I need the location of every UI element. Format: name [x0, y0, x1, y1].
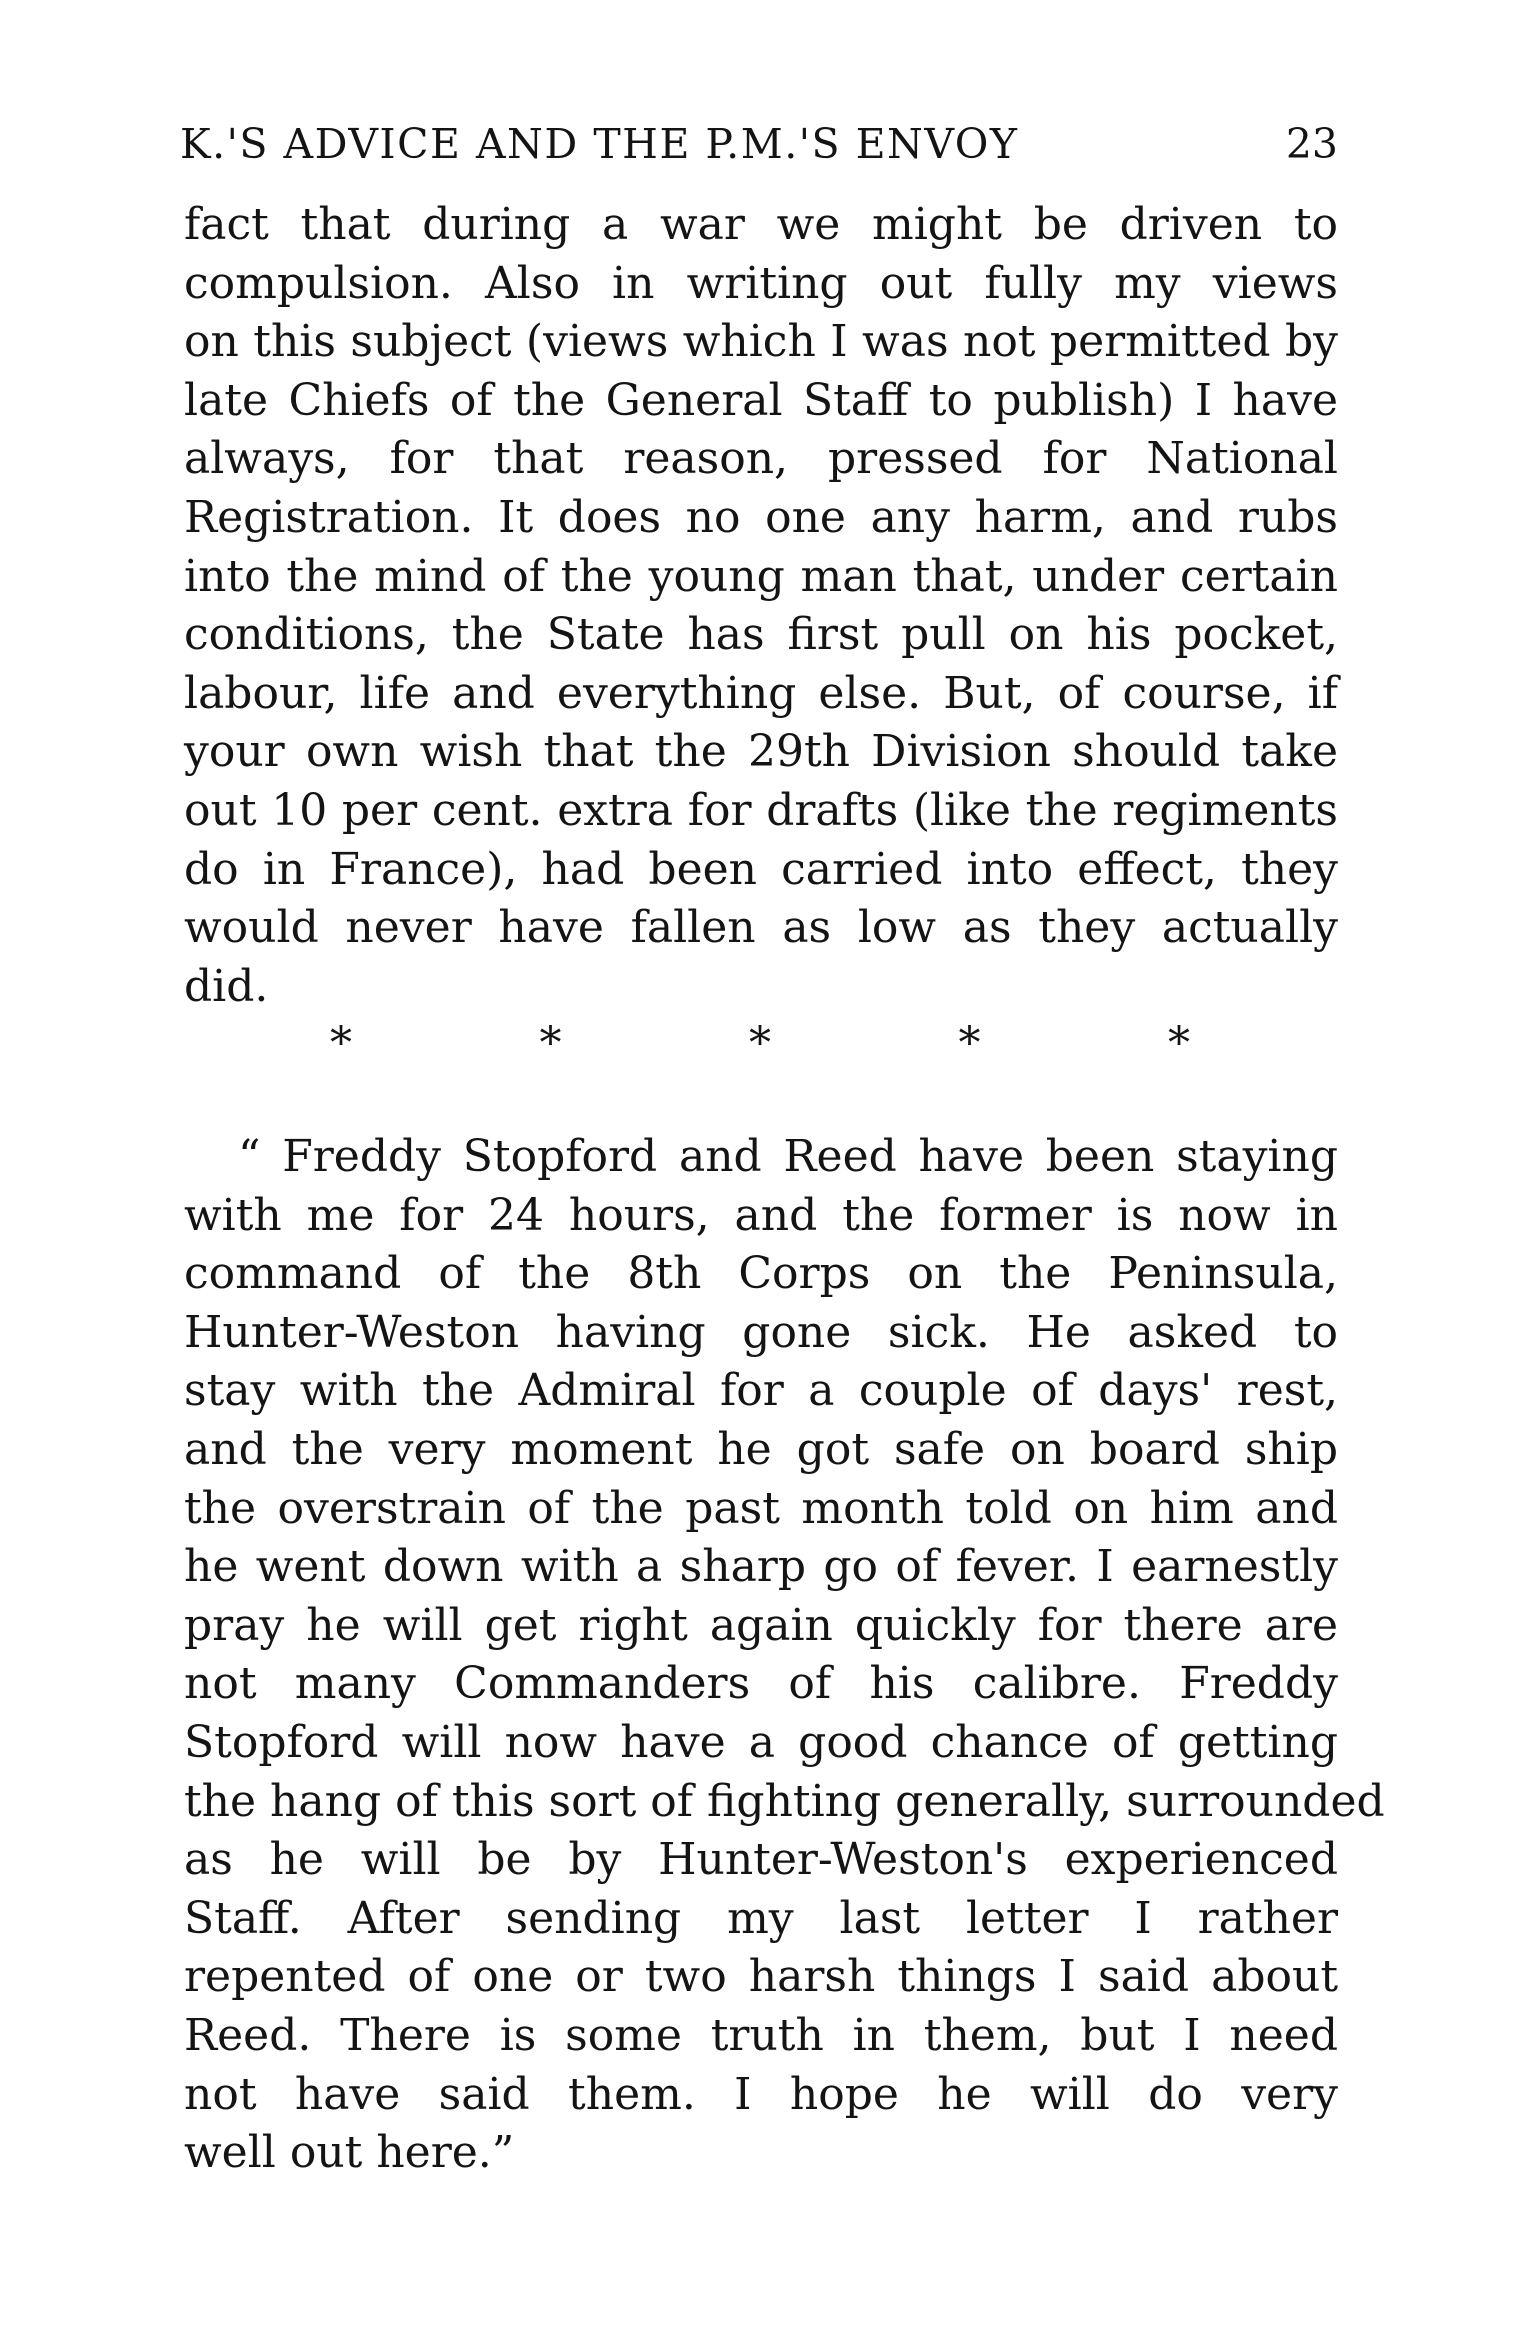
text-line: would never have fallen as low as they actually	[184, 902, 1338, 954]
text-line: he went down with a sharp go of fever. I earnestly	[184, 1541, 1338, 1593]
text-line: the hang of this sort of fighting generally, surrounded	[184, 1775, 1385, 1827]
text-line: not many Commanders of his calibre. Freddy	[184, 1658, 1338, 1710]
text-line: stay with the Admiral for a couple of days' rest,	[184, 1365, 1338, 1417]
text-line: out 10 per cent. extra for drafts (like the regiments	[184, 784, 1338, 836]
chapter-title: K.'S ADVICE AND THE P.M.'S ENVOY	[180, 120, 1019, 168]
asterisk: *	[539, 1018, 562, 1069]
text-line: Hunter-Weston having gone sick. He asked to	[184, 1306, 1338, 1358]
asterisk: *	[1168, 1018, 1190, 1069]
text-line: fact that during a war we might be driven to	[184, 199, 1338, 250]
text-line: Reed. There is some truth in them, but I need	[184, 2009, 1338, 2061]
asterisk: *	[958, 1018, 981, 1069]
text-line: with me for 24 hours, and the former is now in	[184, 1189, 1338, 1241]
text-line: Stopford will now have a good chance of getting	[184, 1716, 1338, 1768]
asterisk: *	[749, 1018, 771, 1069]
text-line: not have said them. I hope he will do very	[184, 2068, 1338, 2120]
text-line: Staff. After sending my last letter I rather	[184, 1892, 1338, 1944]
paragraph-letter-quote	[184, 1128, 1385, 2183]
text-line: late Chiefs of the General Staff to publish) I have	[184, 374, 1338, 426]
text-line: well out here.”	[184, 2127, 515, 2179]
text-line: the overstrain of the past month told on him and	[184, 1482, 1338, 1534]
section-separator	[330, 1014, 1190, 1074]
text-line: conditions, the State has first pull on his pocket,	[184, 609, 1338, 661]
text-line: on this subject (views which I was not permitted by	[184, 316, 1338, 368]
text-line: compulsion. Also in writing out fully my views	[184, 257, 1338, 309]
text-line: labour, life and everything else. But, of course, if	[184, 667, 1338, 719]
asterisk: *	[330, 1018, 352, 1069]
text-line: pray he will get right again quickly for there are	[184, 1599, 1338, 1651]
text-line: as he will be by Hunter-Weston's experienced	[184, 1834, 1338, 1886]
text-line: do in France), had been carried into effect, they	[184, 843, 1338, 895]
text-line: repented of one or two harsh things I said about	[184, 1951, 1338, 2003]
paragraph-compulsion	[184, 196, 1338, 1016]
text-line: and the very moment he got safe on board ship	[184, 1423, 1338, 1475]
text-line: “ Freddy Stopford and Reed have been staying	[238, 1131, 1338, 1182]
text-line: did.	[184, 960, 269, 1012]
text-line: into the mind of the young man that, under certain	[184, 550, 1338, 602]
text-line: always, for that reason, pressed for National	[184, 433, 1338, 485]
text-line: Registration. It does no one any harm, and rubs	[184, 491, 1338, 543]
running-head	[180, 112, 1338, 176]
text-line: command of the 8th Corps on the Peninsula,	[184, 1248, 1338, 1300]
page-number: 23	[1285, 120, 1338, 168]
text-line: your own wish that the 29th Division should take	[184, 726, 1338, 778]
